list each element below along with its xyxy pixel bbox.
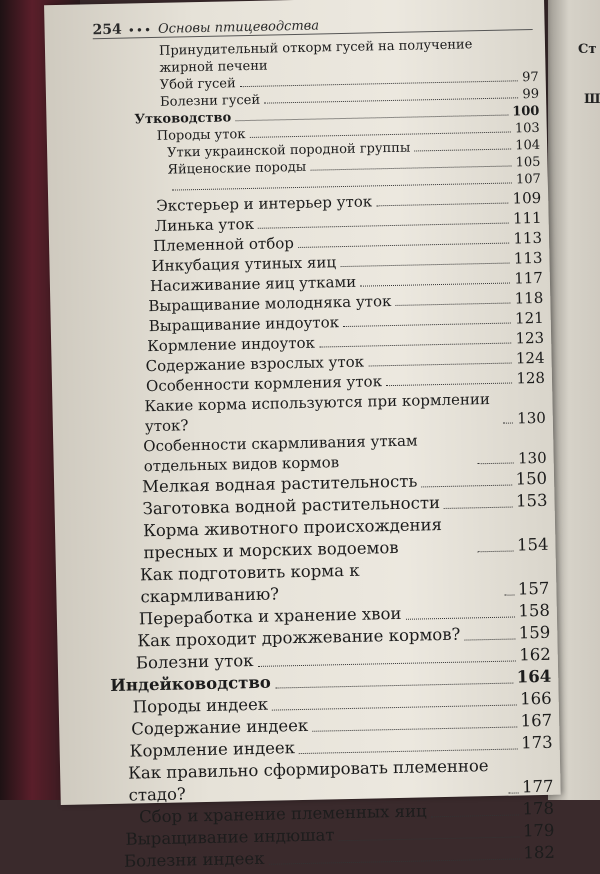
toc-entry-title: Линька уток bbox=[154, 214, 255, 235]
dot-leader bbox=[508, 792, 518, 793]
dot-leader bbox=[464, 639, 514, 641]
dot-leader bbox=[360, 283, 510, 287]
toc-entry-title: Как проходит дрожжевание кормов? bbox=[137, 624, 461, 651]
toc-entry-title: Породы уток bbox=[156, 127, 246, 144]
dot-leader bbox=[310, 165, 512, 170]
dot-leader bbox=[405, 617, 514, 620]
toc-entry-title: Особенности кормления уток bbox=[145, 372, 383, 396]
dot-leader bbox=[343, 323, 511, 328]
toc-entry-page: 107 bbox=[515, 171, 541, 188]
toc-entry-page: 100 bbox=[512, 103, 540, 120]
toc-entry-title: Насиживание яиц утками bbox=[149, 272, 357, 296]
dot-leader bbox=[504, 595, 514, 596]
toc-entry-page: 109 bbox=[512, 188, 542, 208]
toc-entry-title: Заготовка водной растительности bbox=[142, 493, 441, 519]
toc-entry-title: Племенной отбор bbox=[152, 234, 295, 256]
dot-leader bbox=[444, 507, 512, 509]
dot-leader bbox=[478, 462, 514, 464]
facing-page-fragment: Ст bbox=[578, 42, 597, 57]
toc-entry-title: Сбор и хранение племенных яиц bbox=[138, 801, 427, 827]
table-of-contents bbox=[93, 35, 555, 873]
toc-entry-page: 162 bbox=[519, 644, 551, 665]
toc-entry-page: 167 bbox=[520, 710, 553, 731]
toc-entry-title: Мелкая водная растительность bbox=[141, 471, 418, 497]
dot-leader bbox=[235, 115, 508, 122]
toc-entry-page: 182 bbox=[523, 842, 556, 863]
toc-entry-page: 150 bbox=[515, 468, 548, 489]
toc-entry-title: Содержание взрослых уток bbox=[145, 352, 365, 376]
toc-entry bbox=[108, 754, 554, 807]
toc-entry-title: Особенности скармливания уткам отдельных видов кормов bbox=[143, 431, 418, 476]
toc-entry-title: Экстерьер и интерьер уток bbox=[156, 192, 373, 215]
dot-leader bbox=[386, 383, 512, 387]
dot-leader bbox=[275, 683, 513, 689]
dot-leader bbox=[376, 203, 508, 207]
dot-leader bbox=[478, 551, 514, 553]
page-header bbox=[92, 5, 532, 39]
toc-entry-page: 173 bbox=[520, 732, 553, 753]
toc-entry-page: 113 bbox=[513, 248, 543, 268]
toc-entry-title: Выращивание индюшат bbox=[125, 825, 335, 849]
toc-entry-page: 128 bbox=[516, 368, 546, 388]
toc-entry-title: Какие корма используются при кормлении уток? bbox=[144, 389, 491, 436]
dot-leader bbox=[299, 748, 517, 754]
toc-entry-page: 159 bbox=[518, 622, 551, 643]
toc-entry-page: 130 bbox=[517, 448, 547, 468]
toc-entry-title: Яйценоские породы bbox=[167, 159, 307, 178]
toc-entry-page: 177 bbox=[521, 776, 554, 797]
dot-leader bbox=[340, 263, 510, 268]
toc-entry-page: 113 bbox=[513, 228, 543, 248]
header-ornament: ••• bbox=[127, 22, 153, 38]
toc-entry-page: 105 bbox=[515, 154, 541, 171]
toc-entry-title: Выращивание индоуток bbox=[148, 313, 340, 336]
facing-page-fragment: Ш bbox=[584, 92, 600, 107]
dot-leader bbox=[240, 80, 518, 87]
toc-entry bbox=[104, 556, 550, 609]
toc-entry-title: Болезни гусей bbox=[159, 92, 261, 110]
toc-entry-title: Как правильно сформировать племенное стадо? bbox=[127, 756, 489, 805]
toc-entry-title: Переработка и хранение хвои bbox=[138, 603, 402, 629]
toc-entry-title: Убой гусей bbox=[159, 76, 236, 93]
toc-entry-page: 157 bbox=[517, 578, 550, 599]
toc-entry-page: 99 bbox=[522, 86, 540, 103]
dot-leader bbox=[368, 363, 512, 367]
toc-entry-title: Кормление индоуток bbox=[147, 333, 316, 356]
toc-entry-page: 97 bbox=[521, 69, 539, 86]
toc-entry-page: 111 bbox=[512, 208, 542, 228]
dot-leader bbox=[264, 97, 518, 103]
toc-entry-page: 166 bbox=[519, 688, 552, 709]
toc-entry-title: Породы индеек bbox=[132, 694, 269, 717]
dot-leader bbox=[258, 223, 509, 229]
toc-entry-page: 123 bbox=[515, 328, 545, 348]
toc-entry-title: Утки украинской породной группы bbox=[167, 140, 411, 161]
dot-leader bbox=[421, 485, 511, 488]
toc-entry-page: 117 bbox=[514, 268, 544, 288]
dot-leader bbox=[272, 704, 516, 710]
toc-entry-title: Кормление индеек bbox=[129, 738, 296, 761]
dot-leader bbox=[503, 423, 513, 424]
dot-leader bbox=[395, 303, 510, 306]
toc-entry-page: 104 bbox=[515, 137, 541, 154]
book-page bbox=[44, 0, 561, 871]
toc-entry-page: 121 bbox=[514, 308, 544, 328]
toc-entry-page: 118 bbox=[514, 288, 544, 308]
dot-leader bbox=[249, 131, 511, 137]
toc-entry-title: Выращивание молодняка уток bbox=[148, 292, 392, 316]
toc-entry-page: 154 bbox=[516, 534, 549, 555]
toc-entry-page: 179 bbox=[522, 820, 555, 841]
toc-entry-title: Болезни индеек bbox=[123, 848, 265, 871]
toc-entry-title: Инкубация утиных яиц bbox=[151, 253, 337, 276]
toc-entry-title: Корма животного происхождения пресных и морских водоемов bbox=[142, 515, 443, 563]
dot-leader bbox=[298, 243, 510, 248]
toc-entry-title: Индейководство bbox=[110, 672, 272, 695]
toc-entry-page: 124 bbox=[515, 348, 545, 368]
dot-leader bbox=[431, 814, 519, 817]
dot-leader bbox=[269, 858, 520, 864]
toc-entry-title: Как подготовить корма к скармливанию? bbox=[139, 560, 360, 607]
toc-entry-page: 153 bbox=[515, 490, 548, 511]
toc-entry-page: 158 bbox=[518, 600, 551, 621]
page-number: 254 bbox=[92, 21, 122, 39]
toc-entry-title: Принудительный откорм гусей на получение жирной печени bbox=[158, 37, 473, 76]
toc-entry-page: 178 bbox=[522, 798, 555, 819]
toc-entry-page: 130 bbox=[516, 408, 546, 428]
dot-leader bbox=[414, 148, 511, 151]
dot-leader bbox=[339, 836, 520, 841]
toc-entry-title: Болезни уток bbox=[135, 650, 254, 673]
dot-leader bbox=[258, 661, 516, 667]
dot-leader bbox=[319, 343, 512, 348]
toc-entry-page: 103 bbox=[514, 120, 540, 137]
running-title: Основы птицеводства bbox=[157, 18, 320, 37]
dot-leader bbox=[312, 726, 516, 731]
toc-entry-page: 164 bbox=[516, 666, 552, 687]
toc-entry-title: Содержание индеек bbox=[131, 715, 309, 739]
toc-entry-title: Утководство bbox=[134, 110, 232, 128]
